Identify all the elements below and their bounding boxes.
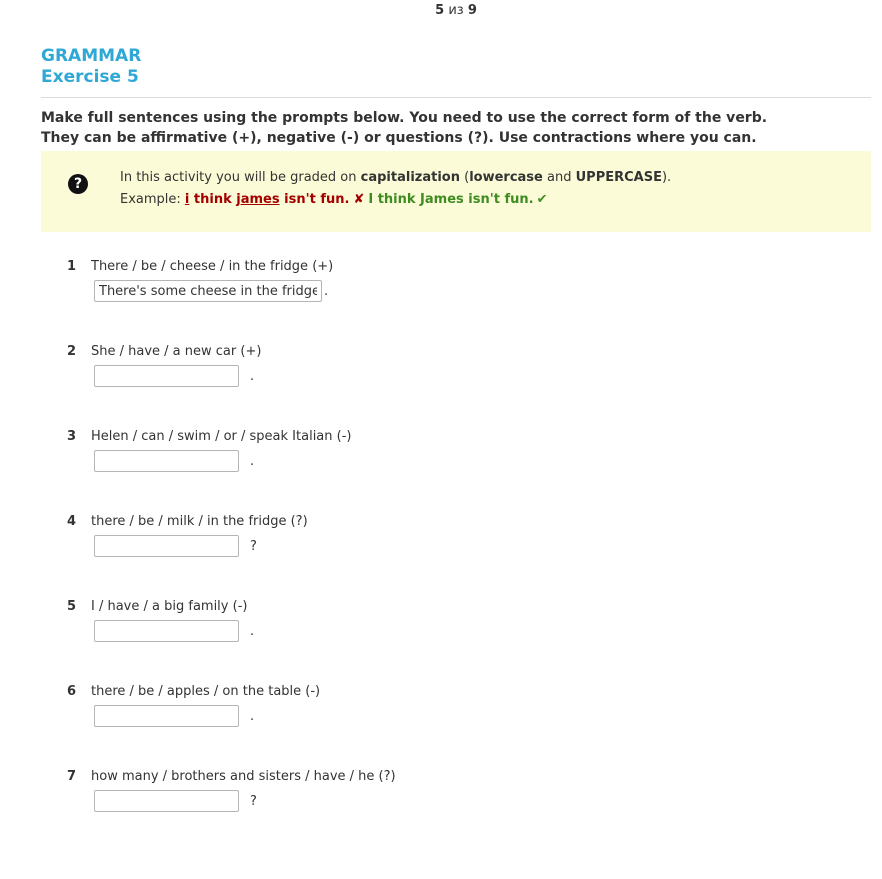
notice-paren-open: ( — [459, 170, 470, 185]
wrong-example-rest: isn't fun. — [279, 192, 350, 207]
notice-line-1 — [120, 170, 671, 185]
question-punctuation: . — [250, 624, 255, 639]
page-separator: из — [448, 3, 464, 18]
instructions-line-1: Make full sentences using the prompts below. You need to use the correct form of the verb. — [41, 110, 768, 126]
answer-input-3[interactable] — [94, 450, 239, 472]
notice-text: In this activity you will be graded on — [120, 170, 361, 185]
question-prompt: how many / brothers and sisters / have / he (?) — [91, 769, 396, 784]
question-punctuation: ? — [250, 794, 257, 809]
question-number: 5 — [67, 599, 77, 614]
wrong-example-i: i — [184, 192, 190, 207]
question-number: 6 — [67, 684, 77, 699]
example-label: Example: — [120, 192, 185, 207]
wrong-example-think: think — [189, 192, 237, 207]
question-punctuation: ? — [250, 539, 257, 554]
answer-input-6[interactable] — [94, 705, 239, 727]
page-current: 5 — [435, 3, 445, 18]
wrong-example-james: james — [236, 192, 280, 207]
answer-input-4[interactable] — [94, 535, 239, 557]
divider — [41, 97, 871, 98]
cross-icon: ✘ — [353, 192, 365, 207]
question-item-6 — [67, 684, 767, 744]
question-punctuation: . — [250, 454, 255, 469]
grading-notice — [41, 151, 871, 232]
question-item-3 — [67, 429, 767, 489]
question-item-2 — [67, 344, 767, 404]
question-item-1 — [67, 259, 767, 319]
question-punctuation: . — [250, 709, 255, 724]
question-prompt: She / have / a new car (+) — [91, 344, 262, 359]
question-prompt: I / have / a big family (-) — [91, 599, 248, 614]
page-title — [41, 46, 141, 88]
notice-paren-close: ). — [661, 170, 672, 185]
answer-input-5[interactable] — [94, 620, 239, 642]
page-counter — [0, 3, 882, 18]
question-number: 7 — [67, 769, 77, 784]
section-title: GRAMMAR — [41, 46, 142, 66]
instructions-line-2: They can be affirmative (+), negative (-) or questions (?). Use contractions where you can. — [41, 130, 757, 146]
question-prompt: there / be / milk / in the fridge (?) — [91, 514, 308, 529]
right-example: I think James isn't fun. — [368, 192, 534, 207]
exercise-title: Exercise 5 — [41, 67, 139, 87]
instructions — [41, 108, 871, 148]
question-number: 3 — [67, 429, 77, 444]
question-number: 4 — [67, 514, 77, 529]
notice-and: and — [542, 170, 576, 185]
wrong-example — [185, 192, 350, 207]
question-circle-icon: ? — [68, 174, 88, 194]
answer-input-7[interactable] — [94, 790, 239, 812]
answer-input-1[interactable] — [94, 280, 322, 302]
page-total: 9 — [467, 3, 477, 18]
question-item-5 — [67, 599, 767, 659]
question-item-4 — [67, 514, 767, 574]
notice-lowercase: lowercase — [469, 170, 543, 185]
question-number: 1 — [67, 259, 77, 274]
notice-example — [120, 192, 547, 207]
question-number: 2 — [67, 344, 77, 359]
notice-capitalization: capitalization — [360, 170, 460, 185]
check-icon: ✔ — [536, 192, 548, 207]
notice-uppercase: UPPERCASE — [575, 170, 662, 185]
answer-input-2[interactable] — [94, 365, 239, 387]
question-punctuation: . — [250, 369, 255, 384]
question-prompt: Helen / can / swim / or / speak Italian (-) — [91, 429, 352, 444]
question-item-7 — [67, 769, 767, 829]
question-punctuation: . — [324, 284, 329, 299]
question-prompt: there / be / apples / on the table (-) — [91, 684, 321, 699]
question-prompt: There / be / cheese / in the fridge (+) — [91, 259, 334, 274]
